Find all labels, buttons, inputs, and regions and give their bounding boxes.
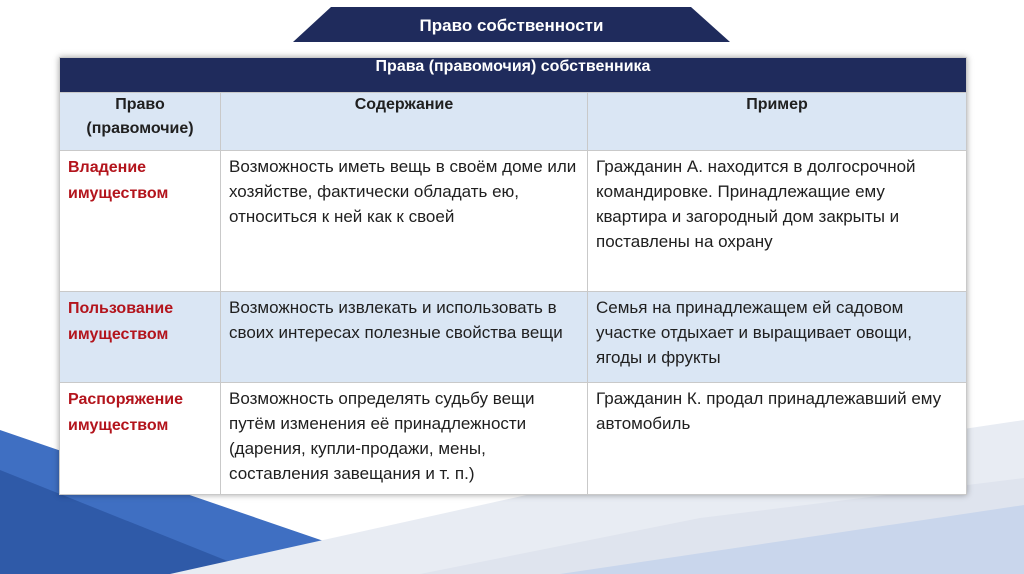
- table-header-row: [60, 93, 967, 151]
- header-example: Пример: [588, 93, 967, 151]
- header-right: Право (правомочие): [60, 93, 221, 151]
- table-caption: Права (правомочия) собственника: [60, 58, 967, 93]
- right-name: Пользование имуществом: [60, 292, 221, 383]
- right-example: Гражданин К. продал принадлежавший ему автомобиль: [588, 383, 967, 495]
- table-caption-row: [60, 58, 967, 93]
- table-row: [60, 292, 967, 383]
- right-name: Распоряжение имуществом: [60, 383, 221, 495]
- slide-title: Право собственности: [419, 16, 604, 35]
- table-row: [60, 151, 967, 292]
- table-row: [60, 383, 967, 495]
- header-content: Содержание: [221, 93, 588, 151]
- right-name: Владение имуществом: [60, 151, 221, 292]
- ownership-rights-table: [59, 57, 967, 495]
- right-example: Гражданин А. находится в долгосрочной командировке. Принадлежащие ему квартира и загородный дом закрыты и поставлены на охрану: [588, 151, 967, 292]
- right-content: Возможность иметь вещь в своём доме или хозяйстве, фактически обладать ею, относиться к ней как к своей: [221, 151, 588, 292]
- right-content: Возможность определять судьбу вещи путём изменения её принадлежности (дарения, купли-продажи, мены, составления завещания и т. п.): [221, 383, 588, 495]
- title-banner: [293, 7, 730, 42]
- right-content: Возможность извлекать и использовать в своих интересах полезные свойства вещи: [221, 292, 588, 383]
- right-example: Семья на принадлежащем ей садовом участке отдыхает и выращивает овощи, ягоды и фрукты: [588, 292, 967, 383]
